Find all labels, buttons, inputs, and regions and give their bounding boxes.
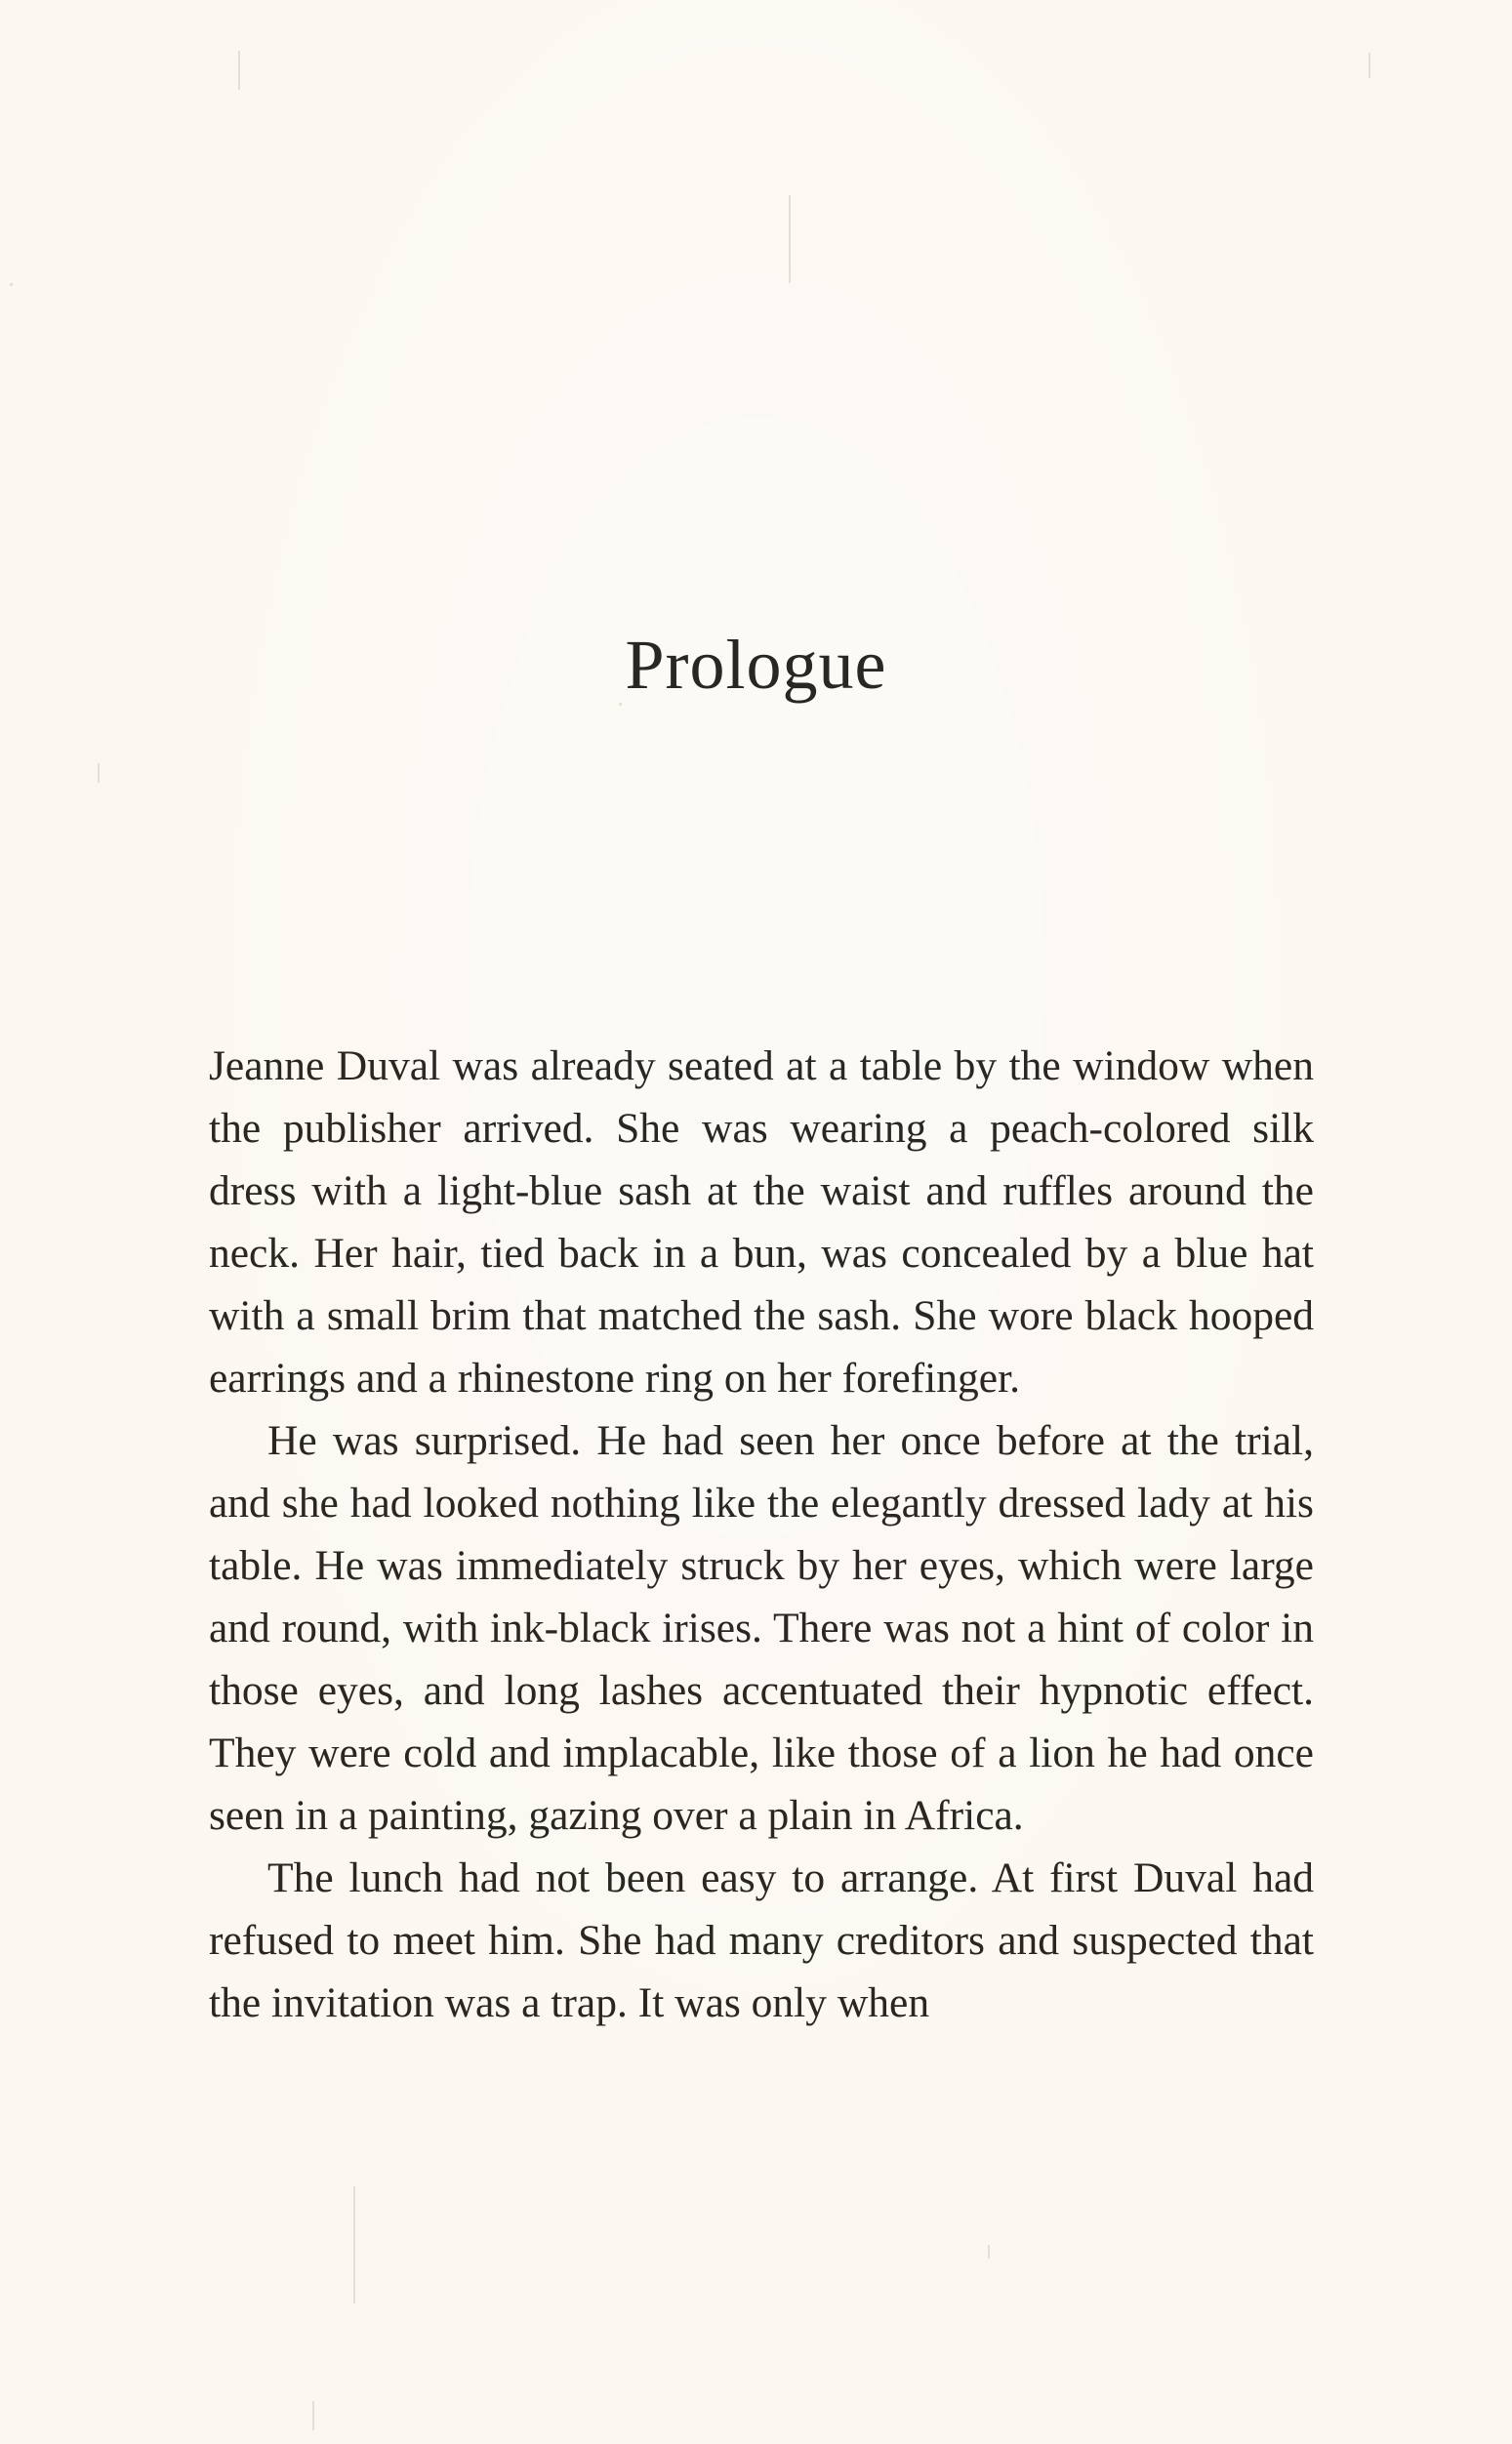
paper-speck	[10, 283, 13, 286]
paper-speck	[312, 2401, 314, 2430]
paragraph-2: He was surprised. He had seen her once before at the trial, and she had looked nothing like the elegantly dressed lady at his table. He was immediately struck by her eyes, which were large and round, with ink-black irises. There was not a hint of color in those eyes, and long lashes accentuated their hypnotic effect. They were cold and implacable, like those of a lion he had once seen in a painting, gazing over a plain in Africa.	[209, 1417, 1314, 1839]
paper-speck	[1369, 53, 1370, 78]
paper-speck	[353, 2186, 355, 2303]
body-text	[209, 1035, 1314, 2034]
paragraph-3: The lunch had not been easy to arrange. At first Duval had refused to meet him. She had many creditors and suspected that the invitation was a trap. It was only when	[209, 1854, 1314, 2026]
paragraph-1: Jeanne Duval was already seated at a table by the window when the publisher arrived. She was wearing a peach-colored silk dress with a light-blue sash at the waist and ruffles around the neck. Her hair, tied back in a bun, was concealed by a blue hat with a small brim that matched the sash. She wore black hooped earrings and a rhinestone ring on her forefinger.	[209, 1042, 1314, 1402]
chapter-title: Prologue	[625, 626, 887, 705]
paper-speck	[98, 763, 100, 783]
paper-speck	[988, 2245, 990, 2259]
paper-speck	[789, 195, 791, 283]
paper-speck	[238, 51, 240, 90]
